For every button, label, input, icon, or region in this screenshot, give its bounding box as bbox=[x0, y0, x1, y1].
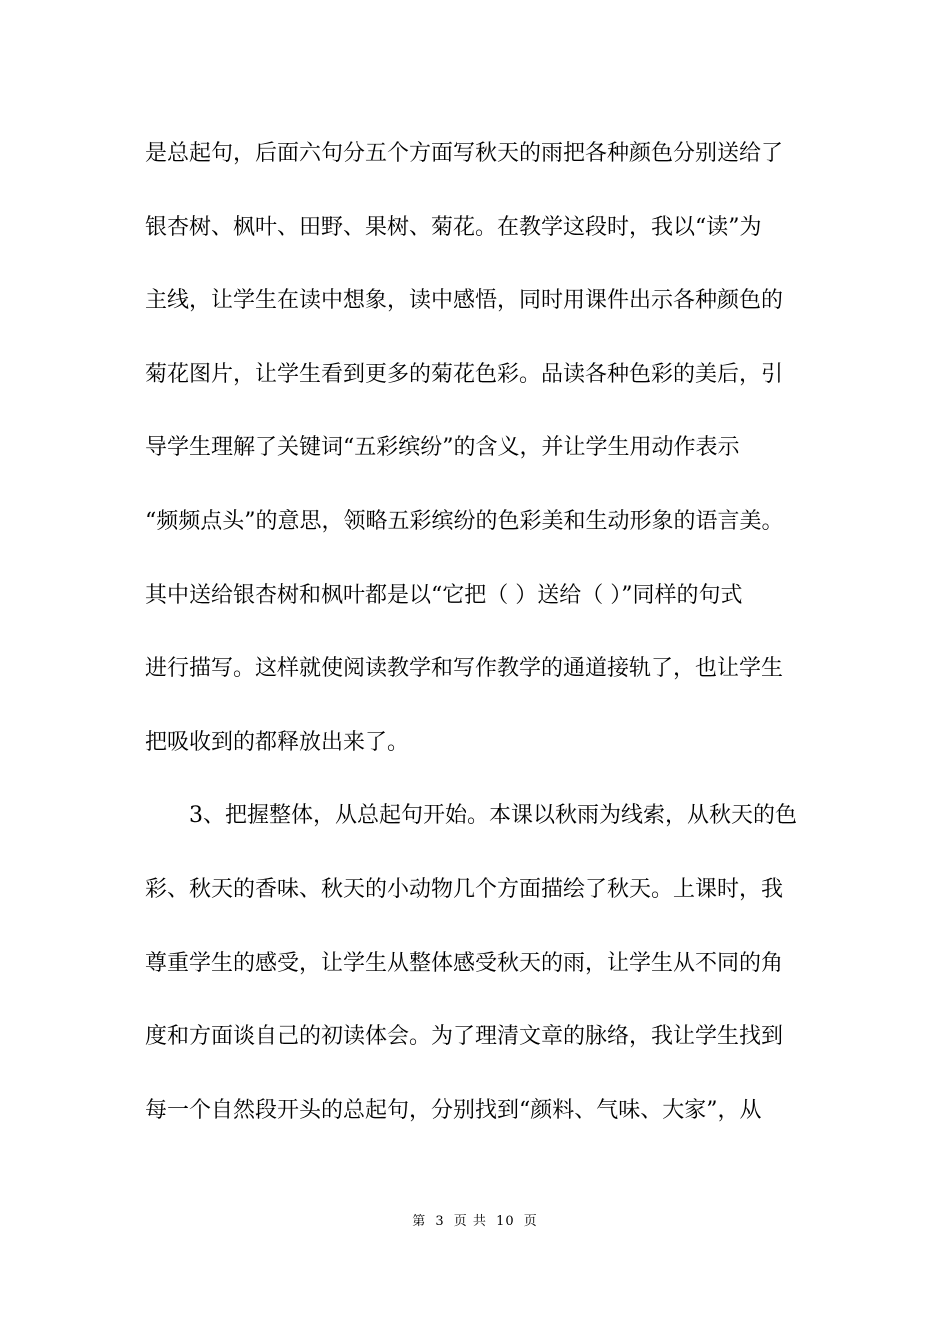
text-line: 3、把握整体，从总起句开始。本课以秋雨为线索，从秋天的色 bbox=[189, 803, 797, 829]
text-line: 其中送给银杏树和枫叶都是以“它把（ ）送给（ ）”同样的句式 bbox=[145, 582, 743, 608]
text-line: 菊花图片，让学生看到更多的菊花色彩。品读各种色彩的美后，引 bbox=[145, 361, 784, 387]
text-line: 尊重学生的感受，让学生从整体感受秋天的雨，让学生从不同的角 bbox=[145, 950, 784, 976]
page-footer bbox=[0, 1210, 950, 1229]
footer-middle: 页 共 bbox=[453, 1214, 487, 1229]
footer-suffix: 页 bbox=[523, 1214, 538, 1229]
footer-prefix: 第 bbox=[412, 1214, 427, 1229]
text-line: 度和方面谈自己的初读体会。为了理清文章的脉络，我让学生找到 bbox=[145, 1024, 784, 1050]
text-line: 每一个自然段开头的总起句，分别找到“颜料、气味、大家”，从 bbox=[145, 1097, 762, 1123]
footer-current-page: 3 bbox=[435, 1214, 445, 1229]
text-line: 导学生理解了关键词“五彩缤纷”的含义，并让学生用动作表示 bbox=[145, 435, 740, 461]
footer-total-pages: 10 bbox=[496, 1214, 515, 1229]
text-line: 银杏树、枫叶、田野、果树、菊花。在教学这段时，我以“读”为 bbox=[145, 214, 762, 240]
text-line: 主线，让学生在读中想象，读中感悟，同时用课件出示各种颜色的 bbox=[145, 288, 784, 314]
text-line: “频频点头”的意思，领略五彩缤纷的色彩美和生动形象的语言美。 bbox=[145, 508, 784, 534]
text-line: 彩、秋天的香味、秋天的小动物几个方面描绘了秋天。上课时，我 bbox=[145, 876, 784, 902]
text-line: 是总起句，后面六句分五个方面写秋天的雨把各种颜色分别送给了 bbox=[145, 141, 784, 166]
text-line: 把吸收到的都释放出来了。 bbox=[145, 729, 410, 755]
document-body bbox=[145, 137, 817, 1167]
text-line: 进行描写。这样就使阅读教学和写作教学的通道接轨了，也让学生 bbox=[145, 656, 784, 682]
